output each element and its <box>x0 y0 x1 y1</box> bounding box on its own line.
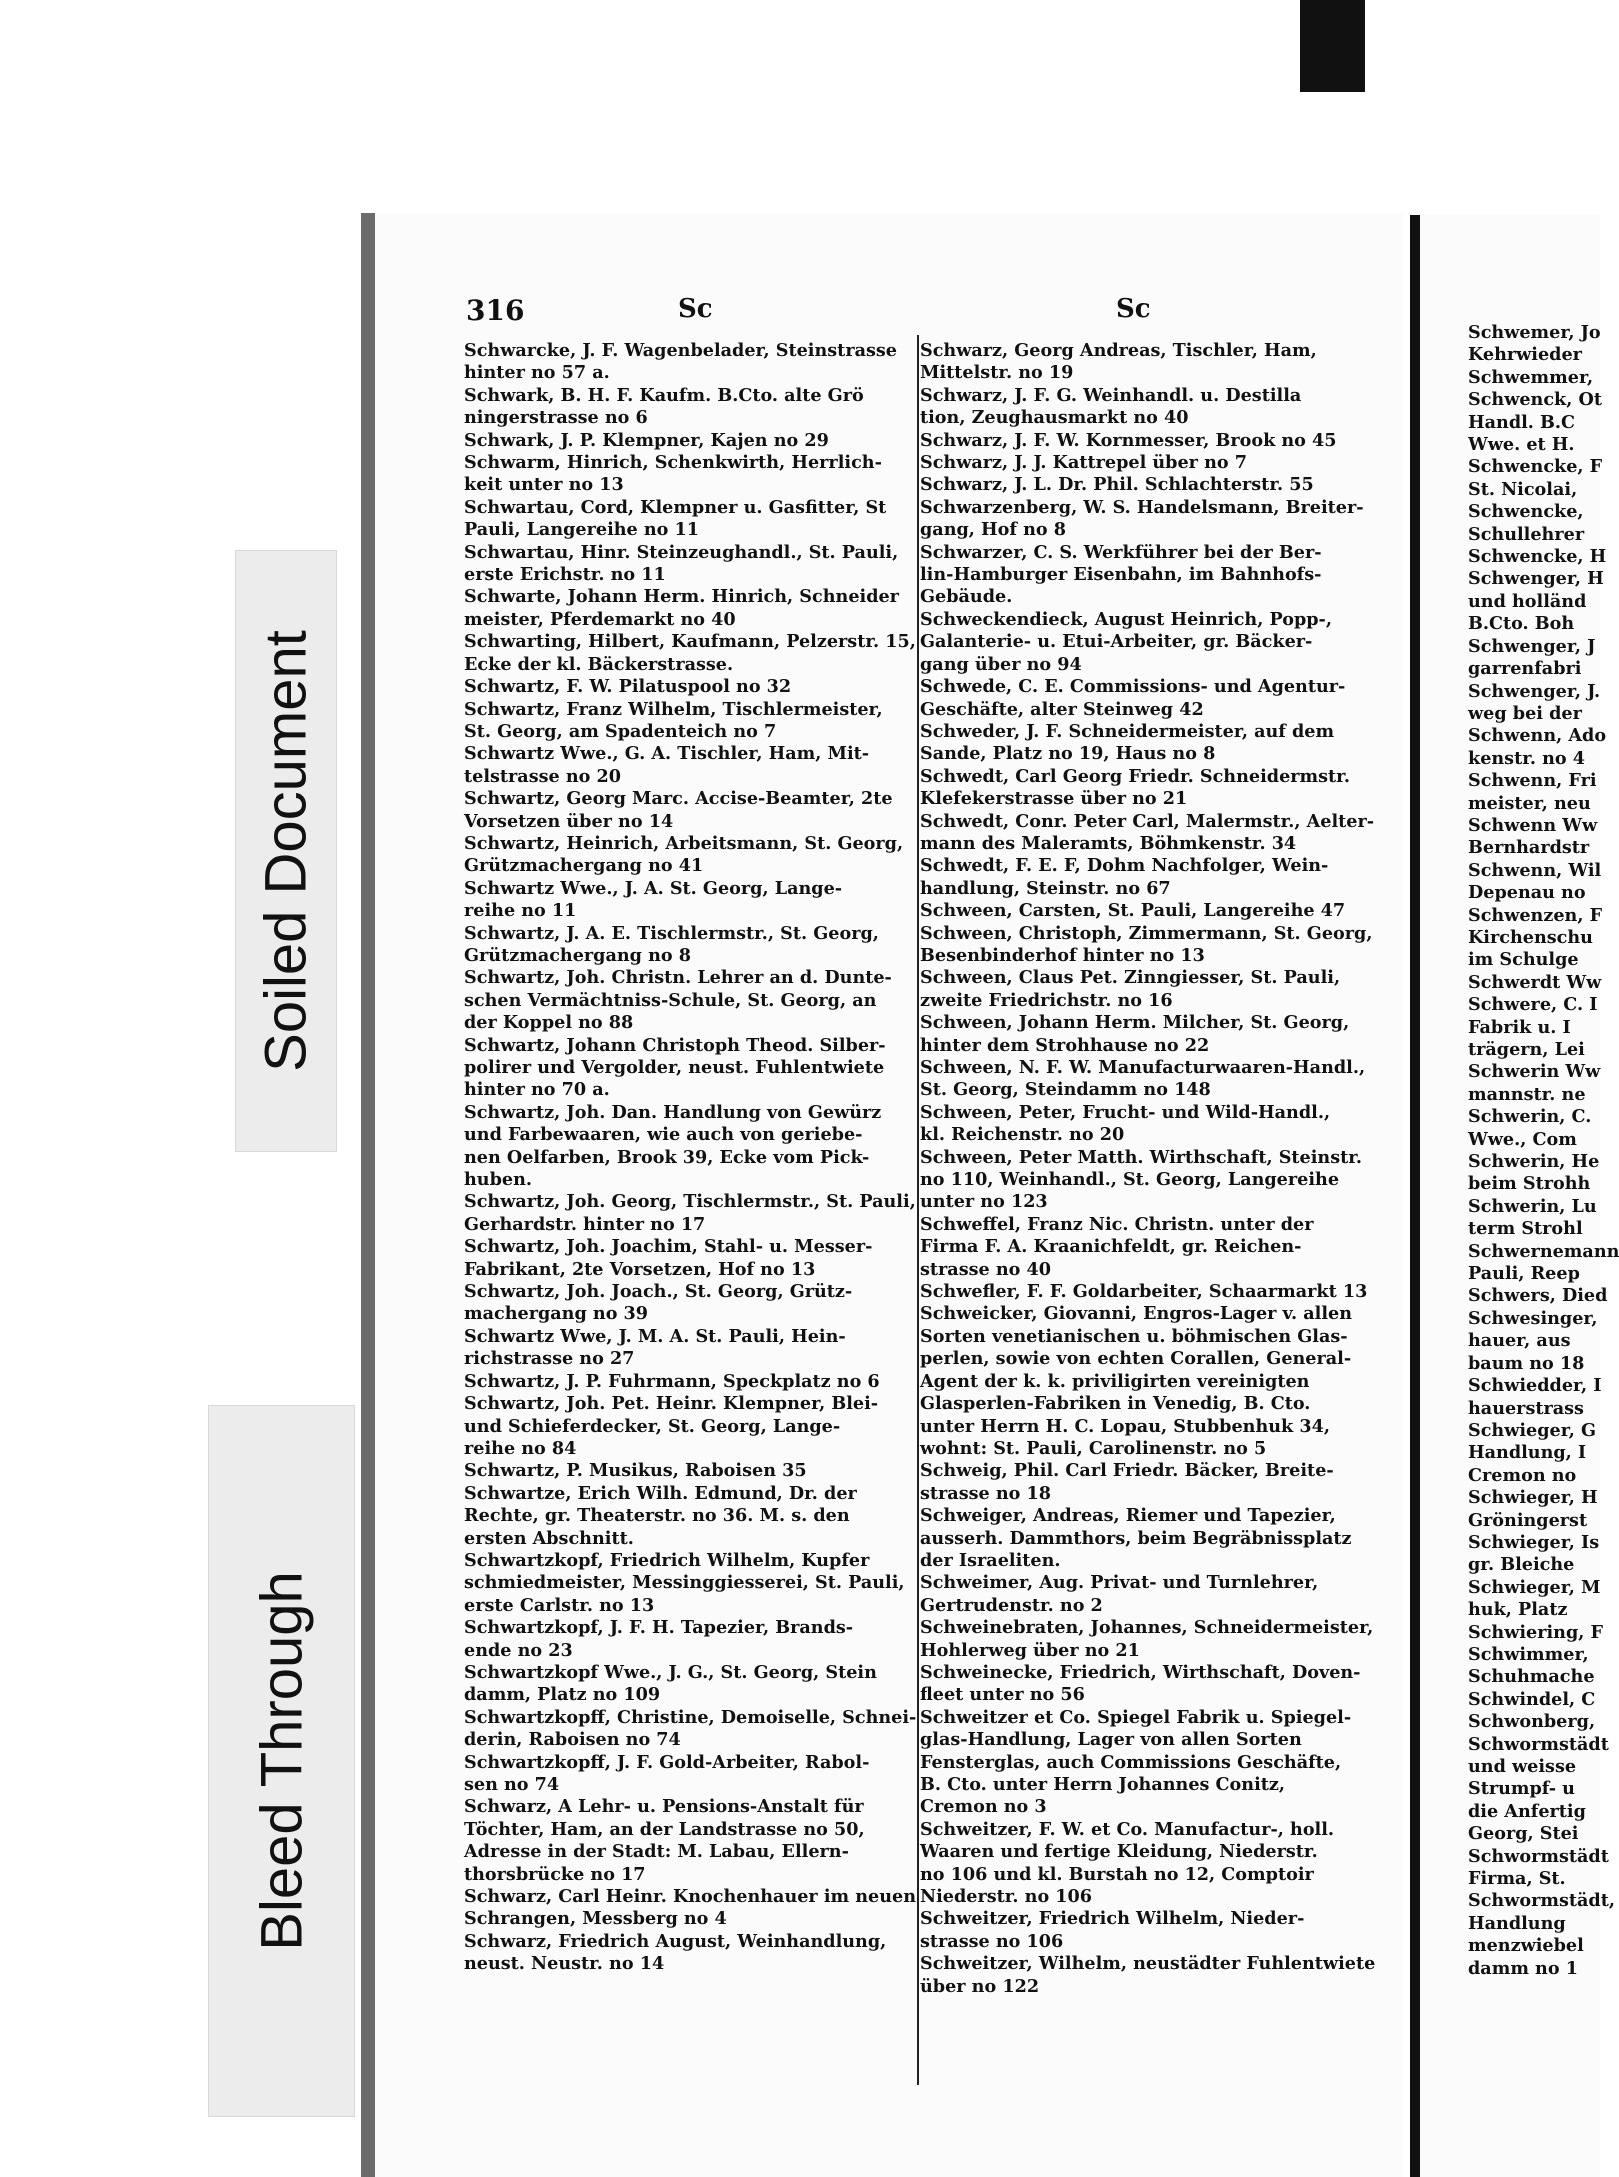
directory-line: Schullehrer <box>1468 523 1585 545</box>
directory-line: lin-Hamburger Eisenbahn, im Bahnhofs- <box>920 564 1322 586</box>
directory-line: St. Georg, Steindamm no 148 <box>920 1079 1211 1101</box>
directory-line: Schwarzenberg, W. S. Handelsmann, Breiter- <box>920 496 1364 518</box>
directory-line: no 106 und kl. Burstah no 12, Comptoir <box>920 1863 1314 1885</box>
directory-line: Schwarz, J. J. Kattrepel über no 7 <box>920 452 1247 474</box>
directory-line: Waaren und fertige Kleidung, Niederstr. <box>920 1841 1318 1863</box>
directory-line: glas-Handlung, Lager von allen Sorten <box>920 1729 1302 1751</box>
directory-line: Schwarm, Hinrich, Schenkwirth, Herrlich- <box>464 452 882 474</box>
directory-line: hauerstrass <box>1468 1397 1584 1419</box>
directory-line: Schwieger, G <box>1468 1419 1596 1441</box>
directory-line: über no 122 <box>920 1975 1040 1997</box>
directory-line: Galanterie- u. Etui-Arbeiter, gr. Bäcker- <box>920 631 1313 653</box>
directory-line: mannstr. ne <box>1468 1083 1586 1105</box>
directory-line: Schweckendieck, August Heinrich, Popp-, <box>920 608 1332 630</box>
directory-line: Schwerin, He <box>1468 1151 1600 1173</box>
directory-line: Schween, Johann Herm. Milcher, St. Georg, <box>920 1012 1350 1034</box>
directory-line: Hohlerweg über no 21 <box>920 1639 1140 1661</box>
directory-line: Grützmachergang no 8 <box>464 944 692 966</box>
directory-line: ningerstrasse no 6 <box>464 407 648 429</box>
directory-line: B. Cto. unter Herrn Johannes Conitz, <box>920 1774 1286 1795</box>
directory-line: Schwedt, Conr. Peter Carl, Malermstr., Aelter- <box>920 810 1375 832</box>
directory-line: Schween, N. F. W. Manufacturwaaren-Handl., <box>920 1057 1366 1078</box>
directory-line: Depenau no <box>1468 882 1586 904</box>
directory-line: erste Erichstr. no 11 <box>464 564 666 586</box>
directory-line: Bernhardstr <box>1468 837 1590 859</box>
directory-line: Schween, Claus Pet. Zinngiesser, St. Pauli, <box>920 967 1341 989</box>
directory-line: Schwarz, Georg Andreas, Tischler, Ham, <box>920 340 1317 361</box>
directory-line: ersten Abschnitt. <box>464 1527 634 1549</box>
directory-line: schen Vermächtniss-Schule, St. Georg, an <box>464 989 877 1011</box>
directory-line: Schwefler, F. F. Goldarbeiter, Schaarmarkt 13 <box>920 1281 1368 1303</box>
directory-line: damm no 1 <box>1468 1957 1578 1979</box>
directory-line: Schwiering, F <box>1468 1621 1604 1643</box>
directory-line: Schwartz, Georg Marc. Accise-Beamter, 2te <box>464 788 893 810</box>
running-header-left: Sc <box>678 294 713 324</box>
directory-line: Schwerin Ww <box>1468 1061 1601 1083</box>
directory-line: Schweiger, Andreas, Riemer und Tapezier, <box>920 1505 1336 1527</box>
directory-line: richstrasse no 27 <box>464 1348 635 1370</box>
directory-line: Schweitzer et Co. Spiegel Fabrik u. Spiegel- <box>920 1706 1352 1728</box>
directory-line: Schwenn Ww <box>1468 814 1598 836</box>
directory-line: Schwartz, Joh. Joachim, Stahl- u. Messer- <box>464 1236 873 1258</box>
directory-line: Wwe., Com <box>1468 1128 1577 1150</box>
directory-line: strasse no 106 <box>920 1930 1064 1952</box>
directory-line: gang, Hof no 8 <box>920 519 1066 541</box>
directory-line: weg bei der <box>1468 702 1582 724</box>
directory-line: Schwartau, Cord, Klempner u. Gasfitter, St <box>464 496 887 518</box>
directory-line: Schwartz, Joh. Joach., St. Georg, Grütz- <box>464 1281 853 1303</box>
directory-line: Schwenn, Wil <box>1468 859 1602 881</box>
directory-line: Schwartzkopf Wwe., J. G., St. Georg, Stein <box>464 1661 877 1683</box>
directory-line: Schwarz, J. L. Dr. Phil. Schlachterstr. 55 <box>920 474 1314 496</box>
directory-line: mann des Maleramts, Böhmkenstr. 34 <box>920 832 1297 854</box>
directory-line: Schwere, C. I <box>1468 994 1598 1016</box>
directory-line: kenstr. no 4 <box>1468 747 1586 769</box>
directory-line: Glasperlen-Fabriken in Venedig, B. Cto. <box>920 1393 1311 1415</box>
directory-line: Gerhardstr. hinter no 17 <box>464 1213 706 1235</box>
directory-line: Schweinebraten, Johannes, Schneidermeister, <box>920 1617 1374 1639</box>
directory-line: Schwartzkopff, J. F. Gold-Arbeiter, Rabol- <box>464 1751 870 1773</box>
directory-line: Schwartze, Erich Wilh. Edmund, Dr. der <box>464 1482 857 1504</box>
directory-line: machergang no 39 <box>464 1303 649 1325</box>
directory-line: no 110, Weinhandl., St. Georg, Langereihe <box>920 1169 1340 1191</box>
bleed-through-label <box>208 1405 355 2117</box>
directory-line: Klefekerstrasse über no 21 <box>920 788 1188 810</box>
directory-line: handlung, Steinstr. no 67 <box>920 877 1171 899</box>
directory-line: Ecke der kl. Bäckerstrasse. <box>464 653 734 675</box>
directory-line: die Anfertig <box>1468 1800 1586 1822</box>
directory-line: Schwartz, Johann Christoph Theod. Silber- <box>464 1034 886 1056</box>
directory-line: Schwemmer, <box>1468 366 1594 388</box>
directory-line: Georg, Stei <box>1468 1823 1579 1845</box>
directory-line: Fabrik u. I <box>1468 1016 1571 1038</box>
directory-line: Schwenger, J <box>1468 635 1596 657</box>
directory-line: Schwarcke, J. F. Wagenbelader, Steinstrasse <box>464 340 897 361</box>
directory-line: Schwers, Died <box>1468 1285 1608 1307</box>
directory-line: Schwartz, Franz Wilhelm, Tischlermeister, <box>464 698 883 720</box>
directory-line: Niederstr. no 106 <box>920 1886 1093 1908</box>
directory-line: tion, Zeughausmarkt no 40 <box>920 407 1189 429</box>
directory-line: Schweitzer, Friedrich Wilhelm, Nieder- <box>920 1908 1305 1930</box>
directory-line: Fabrikant, 2te Vorsetzen, Hof no 13 <box>464 1258 816 1280</box>
directory-line: Gebäude. <box>920 586 1013 608</box>
directory-line: Schwieger, H <box>1468 1487 1598 1509</box>
directory-line: Schween, Carsten, St. Pauli, Langereihe 47 <box>920 900 1346 922</box>
directory-line: Schwartzkopf, J. F. H. Tapezier, Brands- <box>464 1617 854 1639</box>
directory-line: Cremon no <box>1468 1464 1577 1486</box>
directory-line: Schwonberg, <box>1468 1711 1596 1733</box>
directory-line: meister, Pferdemarkt no 40 <box>464 608 736 630</box>
directory-line: Besenbinderhof hinter no 13 <box>920 944 1205 966</box>
scan-edge-bar <box>1300 0 1365 92</box>
page-number: 316 <box>466 294 525 327</box>
directory-line: Adresse in der Stadt: M. Labau, Ellern- <box>464 1841 849 1863</box>
directory-line: hinter no 57 a. <box>464 362 610 384</box>
right-column <box>920 340 1376 1998</box>
directory-line: Schwarz, J. F. W. Kornmesser, Brook no 45 <box>920 429 1337 451</box>
directory-line: menzwiebel <box>1468 1935 1584 1957</box>
directory-line: Schweimer, Aug. Privat- und Turnlehrer, <box>920 1572 1319 1594</box>
directory-line: Schwarting, Hilbert, Kaufmann, Pelzerstr. 15, <box>464 631 916 653</box>
directory-line: Schwarz, A Lehr- u. Pensions-Anstalt für <box>464 1796 864 1818</box>
directory-line: garrenfabri <box>1468 658 1582 680</box>
directory-line: Schwartz, Joh. Christn. Lehrer an d. Dunte- <box>464 967 892 989</box>
directory-line: Rechte, gr. Theaterstr. no 36. M. s. den <box>464 1505 850 1527</box>
directory-line: Schwartz, Heinrich, Arbeitsmann, St. Georg, <box>464 832 904 854</box>
directory-line: Schwartz Wwe., G. A. Tischler, Ham, Mit- <box>464 743 870 765</box>
directory-line: wohnt: St. Pauli, Carolinenstr. no 5 <box>920 1437 1267 1459</box>
directory-line: Schwartz, J. P. Fuhrmann, Speckplatz no 6 <box>464 1370 880 1392</box>
directory-line: Vorsetzen über no 14 <box>464 810 674 832</box>
directory-line: Schwormstädt, <box>1468 1890 1615 1912</box>
directory-line: Schwenzen, F <box>1468 904 1603 926</box>
directory-line: Handl. B.C <box>1468 411 1576 433</box>
directory-line: der Israeliten. <box>920 1549 1061 1571</box>
directory-line: Schwimmer, <box>1468 1643 1589 1665</box>
directory-line: Schwartz, Joh. Pet. Heinr. Klempner, Blei- <box>464 1393 879 1415</box>
directory-line: gr. Bleiche <box>1468 1554 1575 1576</box>
directory-line: Schwedt, F. E. F, Dohm Nachfolger, Wein- <box>920 855 1329 877</box>
directory-line: Grützmachergang no 41 <box>464 855 704 877</box>
directory-line: Strumpf- u <box>1468 1778 1575 1800</box>
directory-line: Gröningerst <box>1468 1509 1588 1531</box>
directory-line: Schwedt, Carl Georg Friedr. Schneidermstr. <box>920 765 1350 787</box>
directory-line: ausserh. Dammthors, beim Begräbnissplatz <box>920 1527 1352 1549</box>
directory-line: Pauli, Reep <box>1468 1263 1580 1285</box>
directory-line: hinter dem Strohhause no 22 <box>920 1034 1210 1056</box>
directory-line: Schwartz Wwe., J. A. St. Georg, Lange- <box>464 877 843 899</box>
directory-line: Schwieger, M <box>1468 1576 1601 1598</box>
directory-line: Schweig, Phil. Carl Friedr. Bäcker, Breite- <box>920 1460 1334 1482</box>
directory-line: Schwarz, J. F. G. Weinhandl. u. Destilla <box>920 384 1302 406</box>
directory-line: kl. Reichenstr. no 20 <box>920 1124 1125 1146</box>
directory-line: Kirchenschu <box>1468 926 1593 948</box>
directory-line: Schweicker, Giovanni, Engros-Lager v. allen <box>920 1303 1352 1325</box>
directory-line: Schwartz, Joh. Georg, Tischlermstr., St. Pauli, <box>464 1191 916 1213</box>
directory-line: Agent der k. k. priviligirten vereinigten <box>920 1370 1310 1392</box>
directory-line: meister, neu <box>1468 792 1591 814</box>
directory-line: Schwormstädt <box>1468 1845 1609 1867</box>
directory-line: erste Carlstr. no 13 <box>464 1594 655 1616</box>
directory-line: Wwe. et H. <box>1468 434 1575 456</box>
directory-line: damm, Platz no 109 <box>464 1684 661 1706</box>
directory-line: Schwark, B. H. F. Kaufm. B.Cto. alte Grö <box>464 384 864 406</box>
directory-line: Schwindel, C <box>1468 1688 1596 1710</box>
directory-line: Schwede, C. E. Commissions- und Agentur- <box>920 676 1346 698</box>
soiled-document-label-text: Soiled Document <box>253 630 319 1072</box>
directory-line: Schwartz, J. A. E. Tischlermstr., St. Georg, <box>464 922 879 944</box>
directory-line: Schween, Christoph, Zimmermann, St. Georg, <box>920 922 1373 944</box>
column-divider <box>917 335 919 2085</box>
directory-line: fleet unter no 56 <box>920 1684 1085 1706</box>
directory-line: telstrasse no 20 <box>464 765 621 787</box>
directory-line: Cremon no 3 <box>920 1796 1047 1818</box>
directory-line: hauer, aus <box>1468 1330 1571 1352</box>
directory-line: Schwark, J. P. Klempner, Kajen no 29 <box>464 429 829 451</box>
directory-line: Schwerdt Ww <box>1468 971 1602 993</box>
directory-line: gang über no 94 <box>920 653 1082 675</box>
directory-line: Schwenn, Ado <box>1468 725 1607 747</box>
directory-line: Schweitzer, F. W. et Co. Manufactur-, holl. <box>920 1818 1335 1840</box>
directory-line: Firma, St. <box>1468 1868 1566 1890</box>
directory-line: Kehrwieder <box>1468 344 1582 366</box>
directory-line: Schwenger, J. <box>1468 680 1601 702</box>
directory-line: Schweitzer, Wilhelm, neustädter Fuhlentwiete <box>920 1953 1376 1975</box>
directory-line: reihe no 11 <box>464 900 577 922</box>
directory-line: unter Herrn H. C. Lopau, Stubbenhuk 34, <box>920 1415 1330 1437</box>
directory-line: Handlung, I <box>1468 1442 1587 1464</box>
directory-line: huben. <box>464 1169 532 1191</box>
directory-line: Schweffel, Franz Nic. Christn. unter der <box>920 1213 1314 1235</box>
directory-line: baum no 18 <box>1468 1352 1585 1374</box>
directory-line: thorsbrücke no 17 <box>464 1863 646 1885</box>
directory-line: Fensterglas, auch Commissions Geschäfte, <box>920 1751 1342 1773</box>
directory-line: der Koppel no 88 <box>464 1012 634 1034</box>
directory-line: Schwenn, Fri <box>1468 770 1597 792</box>
directory-line: und Farbewaaren, wie auch von geriebe- <box>464 1124 863 1146</box>
directory-line: Handlung <box>1468 1912 1566 1934</box>
directory-line: Gertrudenstr. no 2 <box>920 1594 1103 1616</box>
directory-line: perlen, sowie von echten Corallen, General- <box>920 1348 1352 1370</box>
directory-line: im Schulge <box>1468 949 1579 971</box>
directory-line: keit unter no 13 <box>464 474 624 496</box>
directory-line: St. Nicolai, <box>1468 478 1578 500</box>
directory-line: Schwartau, Hinr. Steinzeughandl., St. Pauli, <box>464 541 899 563</box>
left-column <box>464 340 917 1976</box>
directory-line: ende no 23 <box>464 1639 573 1661</box>
directory-line: Geschäfte, alter Steinweg 42 <box>920 698 1204 720</box>
directory-line: Schwencke, H <box>1468 546 1607 568</box>
directory-line: Sorten venetianischen u. böhmischen Glas- <box>920 1325 1348 1347</box>
directory-line: Schwarzer, C. S. Werkführer bei der Ber- <box>920 541 1322 563</box>
directory-line: Schwencke, F <box>1468 456 1603 478</box>
directory-line: Schwartzkopf, Friedrich Wilhelm, Kupfer <box>464 1549 870 1571</box>
directory-line: und Schieferdecker, St. Georg, Lange- <box>464 1415 841 1437</box>
directory-line: schmiedmeister, Messinggiesserei, St. Pauli, <box>464 1572 905 1594</box>
directory-line: strasse no 18 <box>920 1482 1051 1504</box>
directory-line: reihe no 84 <box>464 1437 577 1459</box>
directory-line: Schwenck, Ot <box>1468 389 1602 411</box>
directory-line: Firma F. A. Kraanichfeldt, gr. Reichen- <box>920 1236 1302 1258</box>
directory-line: Schweinecke, Friedrich, Wirthschaft, Doven- <box>920 1661 1361 1683</box>
directory-line: Schwenger, H <box>1468 568 1604 590</box>
bleed-through-label-text: Bleed Through <box>249 1571 314 1951</box>
directory-line: Schwerin, C. <box>1468 1106 1592 1128</box>
directory-line: Pauli, Langereihe no 11 <box>464 519 700 541</box>
directory-line: Töchter, Ham, an der Landstrasse no 50, <box>464 1818 865 1840</box>
directory-line: Schuhmache <box>1468 1666 1595 1688</box>
directory-line: Sande, Platz no 19, Haus no 8 <box>920 743 1216 765</box>
directory-line: und holländ <box>1468 590 1587 612</box>
directory-line: Schwemer, Jo <box>1468 322 1601 343</box>
directory-line: Schwartz, Joh. Dan. Handlung von Gewürz <box>464 1101 882 1123</box>
directory-line: beim Strohh <box>1468 1173 1591 1195</box>
directory-line: Schwartz Wwe, J. M. A. St. Pauli, Hein- <box>464 1325 846 1347</box>
directory-line: Schwesinger, <box>1468 1307 1598 1329</box>
directory-line: trägern, Lei <box>1468 1039 1585 1060</box>
directory-line: Schwerin, Lu <box>1468 1195 1597 1217</box>
directory-line: Schwiedder, I <box>1468 1375 1602 1397</box>
directory-line: St. Georg, am Spadenteich no 7 <box>464 720 777 742</box>
directory-line: derin, Raboisen no 74 <box>464 1729 681 1751</box>
soiled-document-label <box>235 550 337 1152</box>
directory-line: Schwencke, <box>1468 501 1584 523</box>
directory-line: Schrangen, Messberg no 4 <box>464 1908 727 1930</box>
directory-line: Schwarte, Johann Herm. Hinrich, Schneider <box>464 586 899 608</box>
directory-line: huk, Platz <box>1468 1599 1568 1621</box>
directory-line: Schwartzkopff, Christine, Demoiselle, Schnei- <box>464 1706 917 1728</box>
directory-line: Mittelstr. no 19 <box>920 362 1074 384</box>
directory-line: Schwormstädt <box>1468 1733 1609 1755</box>
running-header-right: Sc <box>1116 294 1151 324</box>
directory-line: hinter no 70 a. <box>464 1079 610 1101</box>
directory-line: B.Cto. Boh <box>1468 613 1575 635</box>
directory-line: unter no 123 <box>920 1191 1048 1213</box>
directory-line: und weisse <box>1468 1756 1577 1777</box>
directory-line: sen no 74 <box>464 1774 560 1795</box>
directory-line: Schween, Peter, Frucht- und Wild-Handl., <box>920 1101 1331 1123</box>
directory-line: neust. Neustr. no 14 <box>464 1953 665 1975</box>
directory-line: zweite Friedrichstr. no 16 <box>920 989 1173 1011</box>
directory-line: Schwarz, Carl Heinr. Knochenhauer im neuen <box>464 1886 917 1908</box>
directory-line: Schwartz, F. W. Pilatuspool no 32 <box>464 676 792 698</box>
directory-line: term Strohl <box>1468 1218 1583 1240</box>
directory-line: Schweder, J. F. Schneidermeister, auf dem <box>920 720 1335 742</box>
directory-line: strasse no 40 <box>920 1258 1051 1280</box>
facing-page-column <box>1468 322 1619 1980</box>
directory-line: Schween, Peter Matth. Wirthschaft, Steinstr. <box>920 1146 1363 1168</box>
directory-line: Schwieger, Is <box>1468 1531 1600 1553</box>
directory-line: Schwernemann <box>1468 1240 1619 1262</box>
directory-line: polirer und Vergolder, neust. Fuhlentwiete <box>464 1057 885 1078</box>
directory-line: nen Oelfarben, Brook 39, Ecke vom Pick- <box>464 1146 870 1168</box>
directory-line: Schwarz, Friedrich August, Weinhandlung, <box>464 1930 887 1952</box>
directory-line: Schwartz, P. Musikus, Raboisen 35 <box>464 1460 807 1482</box>
